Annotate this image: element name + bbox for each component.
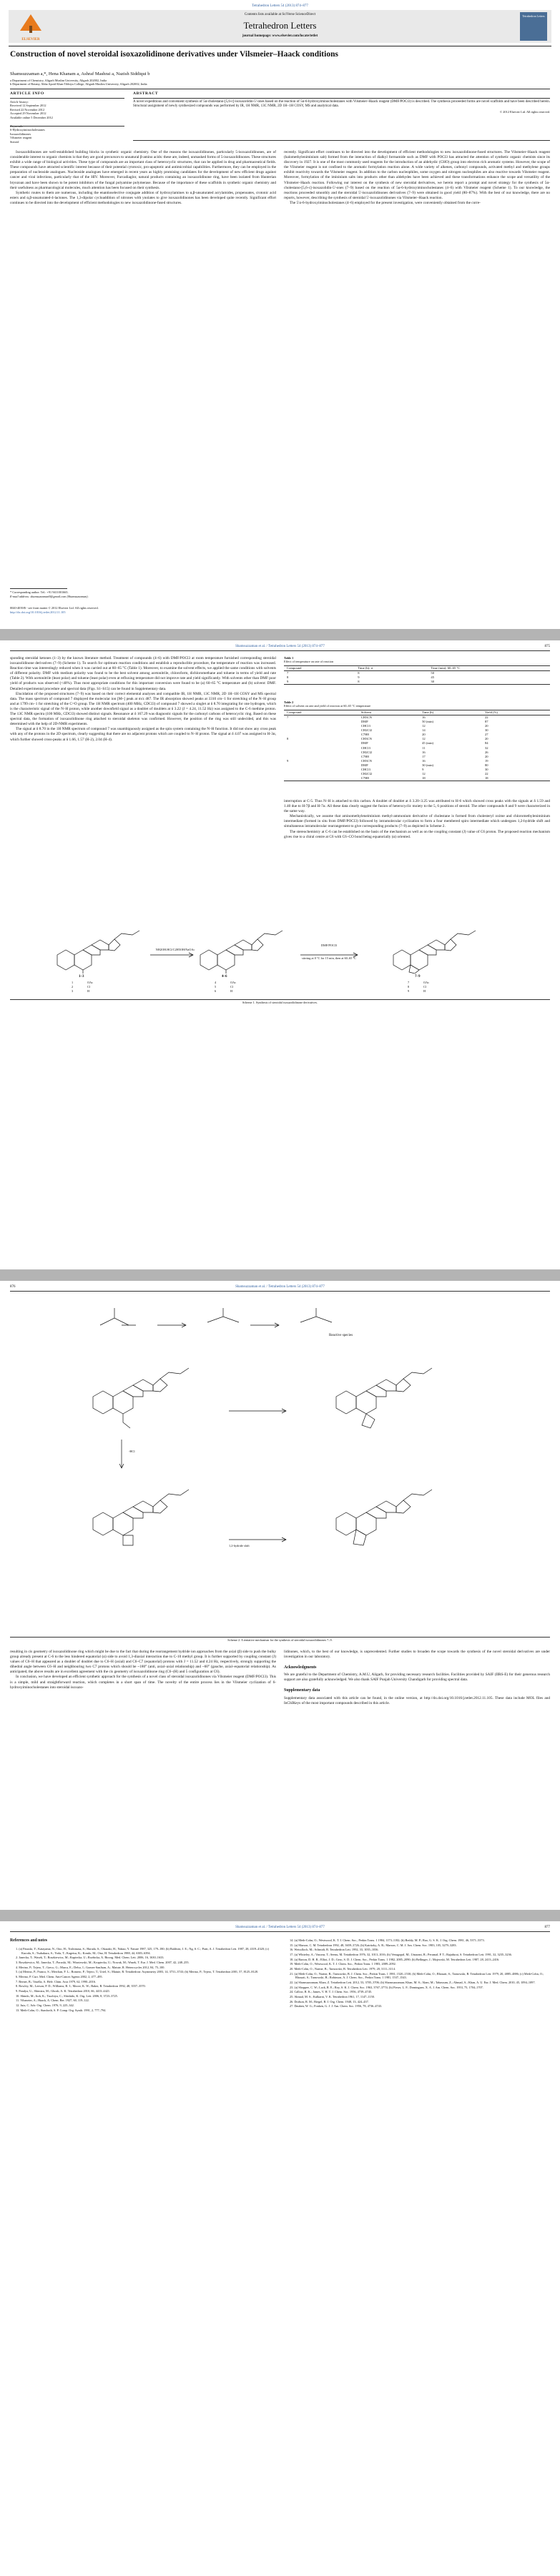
column-header: Compound [287,710,302,714]
hcl-label: -HCl [129,1450,135,1453]
reactive-species-label: Reactive species [329,1334,353,1337]
supplementary-heading: Supplementary data [284,1688,320,1693]
paragraph: We are grateful to the Department of Chemistry, A.M.U, Aligarh, for providing necessary research facilities. Facilities provided by SAIF (IIRS-E) for their generous research support are also gratefully acknowledged. We also thank SAIF Punjab University Chandigarh for providing spectral data. [284,1673,550,1683]
reference-item: 19. Meth-Cohn, O.; Westwood, K. T. J. Chem. Soc., Perkin Trans. 1 1983, 2089–2092. [290,1962,396,1966]
arrow [229,1409,286,1413]
table-cell: CH3CN [360,758,372,763]
intermediate-structure [207,1308,239,1322]
table-cell: 22 [484,715,488,719]
affiliations: a Department of Chemistry, Aligarh Muslim University, Aligarh 202002, India b Department of Botany, Abha Apoid Khan Tibbiya College, Aligarh Muslim University, Aligarh 202002, India [10,79,147,86]
reference-item: 23. (a) Shoppee, C. W.; Lack, R. E.; Roy, S. K. J. Chem. Soc. 1963, 3767–3774; (b) Fieser, L. F.; Dominguez, X. A. J. Am. Chem. Soc. 1953, 75, 1704–1707. [290,1985,483,1989]
substituent-cell: H [87,989,90,993]
right-column [284,799,550,840]
table-caption: Table 1 [284,656,294,660]
table-cell: 11 [422,745,426,750]
table-cell: 16 [422,715,426,719]
table-cell: 30 [484,728,488,733]
left-column [10,656,276,743]
table-cell: DMF [360,763,368,767]
divider [10,999,550,1000]
table-cell: 12 [422,737,426,741]
contents-line: Contents lists available at SciVerse ScienceDirect [244,13,316,16]
table-cell: 87 [484,720,488,723]
journal-homepage[interactable]: journal homepage: www.elsevier.com/locate/tetlet [242,34,318,38]
page-number: 877 [544,1926,550,1929]
table-cell: CH3CN [360,737,372,741]
table-cell: 22 [484,772,488,776]
paragraph: The 5′α-6-hydroxyiminocholestanes (4–6) employed for the present investigation, were conveniently obtained from the corre- [290,200,481,205]
condition-3: stirring at 0 °C for 15 min, then at 60–65 °C [302,956,356,960]
running-head: Shamsuzzaman et al. / Tetrahedron Letters 54 (2013) 874–877 [235,1285,325,1289]
history-item: Revised 22 November 2012 [10,107,45,112]
table-cell: 50 (min) [422,720,434,723]
table-cell: 45 (min) [422,741,434,745]
table-cell: C7H8 [360,733,369,737]
reference-item: 20. Meth-Cohn, O.; Narine, B.; Tarnowski, B. Tetrahedron Lett. 1979, 20, 3111–3114. [290,1967,396,1971]
acknowledgments-heading: Acknowledgments [284,1665,317,1670]
substituent-cell: 1 [72,981,74,984]
reference-item: 13. Meth-Cohn, O.; Stanforth, S. P. Comp. Org. Synth. 1991, 2, 777–794. [16,2008,107,2012]
table-cell: 27 [484,733,488,737]
substituent-cell: H [423,989,426,993]
arrow [229,1537,286,1542]
hydride-shift-label: 1,2-hydride shift [229,1544,250,1547]
substituent-cell: Cl [423,985,427,989]
table-cell: 26 [484,750,488,754]
intro-left-column [10,150,276,206]
column-header: Compound [287,665,302,670]
substituent-cell: 2 [72,985,74,989]
table-cell: 14 [422,728,426,733]
steroid-oxime-intermediate [93,1368,189,1428]
substituent-cell: 9 [408,989,410,993]
table-2 [284,700,550,781]
table-cell: DMF [360,741,368,745]
substituent-cell: 6 [215,989,217,993]
reference-item: 8. Rowley, M.; Leeson, P. D.; Williams, B. J.; Moore, K. W.; Baker, R. Tetrahedron 1992, 48, 3557–3570. [16,1984,146,1988]
divider [10,1931,550,1932]
table-cell: 84 [484,741,488,745]
substituent-cell: Cl [230,985,234,989]
arrow [157,1323,186,1327]
reference-item: 24. Callow, R. K.; James, V. H. T. J. Chem. Soc. 1956, 4739–4745. [290,1990,373,1994]
steroid-skeleton-2 [200,931,283,974]
reference-item: 11. Vilsmeier, A.; Haack, A. Chem. Ber. 1927, 60, 119–122. [16,1998,89,2003]
reference-item: 15. (a) Marson, C. M. Tetrahedron 1992, 48, 3659–3726; (b) Katritzky, A. R.; Marson, C. M. J. Am. Chem. Soc. 1983, 105, 3279–3283. [290,1943,457,1947]
running-head: Shamsuzzaman et al. / Tetrahedron Letters 54 (2013) 874–877 [235,1926,325,1929]
table-cell: 9 [287,758,289,763]
reference-item: 26. Dodson, R. M.; Riegel, B. J. Org. Chem. 1948, 13, 424–437. [290,1999,369,2003]
journal-banner [9,10,551,43]
journal-cover: Tetrahedron Letters [520,12,547,41]
reference-item: 14. (a) Meth-Cohn, O.; Westwood, K. T. J. Chem. Soc., Perkin Trans. 1 1984, 1173–1182; (b) Reddy, M. P.; Rao, G. S. K. J. Org. Chem. 1981, 46, 5371–5373. [290,1938,485,1942]
footer-doi-link[interactable]: http://dx.doi.org/10.1016/j.tetlet.2012.11.105 [10,610,66,614]
paragraph: lidinones, which, to the best of our knowledge, is unprecedented. Further studies to broaden the scope towards the synthesis of the novel steroidal derivatives are under investigation in our laboratory. [284,1650,550,1660]
article-info [10,91,124,144]
table-title: Effect of temperature on rate of reaction [284,660,334,664]
reference-item: 10. Shindo, M.; Itoh, K.; Tsuchiya, C.; Shishido, K. Org. Lett. 2006, 8, 3723–3725. [16,1993,118,1998]
abstract-text: A novel expeditious and convenient synthesis of 5α-cholestano-[5,6-c]-isoxazolidin-5′-ones based on the reaction of 5α-6-hydroxyiminocholestanes with Vilsmeier–Haack reagent (DMF/POCl3) is described. The synthesis proceeded forms are novel scaffolds and have been described herein. Structural assignment of newly synthesized compounds was performed by IR, 1H NMR, 13C NMR, 2D 1H–1H COSY, MS and analytical data. [133,100,550,109]
steroid-intermediate-2 [336,1368,432,1428]
substituent-cell: OAc [230,981,237,984]
table-cell: 16 [422,750,426,754]
footnote-email: E-mail address: shamsuzzaman9@gmail.com (Shamsuzzaman). [10,595,89,598]
paragraph: The signal at δ 8.70 in the 1H NMR spectrum of compound 7 was unambiguously assigned as the spin system containing the N–H function. It did not show any cross peak with any of the protons in the 2D spectrum, clearly suggesting that there are no adjacent protons which are coupled to N–H proton. The signal at δ 4.07 was assigned to H-3α, which further showed cross-peaks at δ 1.66, 1.57 (H-2), 2.04 (H-4). [10,727,276,742]
keyword: Isoxazolidinones [10,132,31,136]
paragraph: In conclusion, we have developed an efficient synthetic approach for the synthesis of a novel class of steroidal isoxazolidinones via Vilsmeier reagent (DMF/POCl3). This is a simple, mild and straightforward reaction, which completes in a short span of time. The novelty of the entire process lies in the Vilsmeier cyclization of 6-hydroxyiminocholestanes into steroidal isoxazo- [10,1675,276,1690]
keyword: 6-Hydroxyiminocholestanes [10,128,45,132]
paragraph: Mechanistically, we assume that aminomethyleneiminium methyl-ammonium derivative of cholestane is formed from cholesteryl oxime and chloromethyleniminium intermediate (formed in situ from DMF/POCl3) followed by intramolecular cyclization to form a four membered spiro intermediate which undergoes 1,2-hydride shift and simultaneous intramolecular rearrangement to give corresponding products (7–9) as depicted in Scheme 2. [284,814,550,829]
article-info-heading: ARTICLE INFO [10,91,44,96]
table-cell: 18 [484,776,488,781]
left-column [10,1650,276,1690]
paragraph: Synthetic routes to them are numerous, including the enantioselective conjugate addition of hydroxylamines to α,β-unsaturated acrylamides, propenoates, crotonic acid esters and α,β-unsaturated-4-lactones. The 1,3-dipolar cycloaddition of nitrones with ynolates to give isoxazolidinones has been developed quite recently. Significant effort continues to be directed into the development of efficient methodologies to new isoxazolidinone-fused structures. [10,190,276,205]
reference-item: 5. (a) Merino, P.; Franco, S.; Merchan, F. L.; Romero, P.; Tejero, T.; Uriel, S.; Matute, R. Tetrahedron: Asymmetry 2003, 14, 3731–3743; (b) Merino, P.; Tejero, T. Tetrahedron 2001, 57, 8125–8128. [16,1970,259,1974]
divider [133,140,550,141]
reference-item: 6. Merino, P. Curr. Med. Chem. Anti-Cancer Agents 2002, 2, 477–495. [16,1974,103,1978]
table-cell: 20 [484,754,488,758]
elsevier-logo: ELSEVIER [13,13,49,40]
reference-item: 21. (a) Meth-Cohn, O.; Narine, B.; Tarnowski, B. J. Chem. Soc., Perkin Trans. 1 1981, 1520–1530; (b) Meth-Cohn, O.; Rhouati, S.; Tarnowski, B. Tetrahedron Lett. 1979, 20, 4885–4886; (c) Meth-Cohn, O.; Rhouati, S.; Tarnowski, B.; Robinson, A. J. Chem. Soc., Perkin Trans. 1 1981, 1537–1543. [290,1971,544,1980]
column-header: Time (min): 60–65 °C [431,665,461,670]
table-cell: 20 [484,724,488,728]
keywords-heading: Keywords: [10,124,24,129]
table-row [284,776,550,781]
steroid-skeleton-1 [57,931,139,974]
keyword: Steroid [10,139,19,144]
scheme-1-structures [43,912,529,974]
column-header: Time (h) [422,710,434,714]
column-header: Solvent [360,710,371,714]
reaction-arrow-1 [150,953,193,957]
reference-item: 22. (a) Shamsuzzaman; Khan, Z. Tetrahedron Lett. 2012, 53, 3705–3706; (b) Shamsuzzaman; Khan, M. S.; Alam, M.; Tabassum, Z.; Ahmad, A.; Khan, A. U. Eur. J. Med. Chem. 2010, 45, 1094–1097. [290,1981,536,1984]
footer-issn: 0040-4039/$ - see front matter © 2012 Elsevier Ltd. All rights reserved. [10,606,99,610]
table-cell: 30 (min) [422,763,434,767]
intro-right-column [284,150,550,206]
keyword: Vilsmeier reagent [10,136,32,140]
substituent-cell: Cl [87,985,91,989]
authors: Shamsuzzaman a,*, Hena Khanam a, Ashraf Mashrai a, Nazish Siddiqui b [10,71,150,76]
copyright: © 2012 Elsevier Ltd. All rights reserved. [499,110,550,114]
page-874 [0,0,560,629]
table-caption: Table 2 [284,700,294,704]
abstract-heading: ABSTRACT [133,91,159,96]
table-cell: 9 [422,768,424,772]
substituent-cell: 4 [215,981,217,984]
table-cell: 17 [422,754,426,758]
paragraph: Supplementary data associated with this article can be found, in the online version, at http://dx.doi.org/10.1016/j.tetlet.2012.11.105. These data include MOL files and InChIKeys of the most important compounds described in this article. [284,1695,550,1705]
table-cell: CH2Cl2 [360,750,373,754]
scheme-1: NH2OH.HCl/C2H5OH/NaOAc DMF/POCl3 stirring at 0 °C for 15 min, then at 60–65 °C 1–3 4–6 7–9 1 OAc 4 OAc 7 OAc 2 Cl 5 Cl 8 Cl 3 H 6 H 9 H [43,912,529,996]
table-1-grid [284,665,550,685]
reference-item: 9. Pandya, U.; Shimizu, M.; Ghosh, A. K. Tetrahedron 2010, 66, 4413–4421. [16,1989,111,1993]
table-cell: CHCl3 [360,768,370,772]
table-row: 9 8 30 [284,680,550,685]
table-row: 7 8 50 [287,670,434,675]
history-item: Received 12 September 2012 [10,104,46,108]
table-cell: CH3CN [360,715,372,719]
reference-item: 16. Weissfloch, M.; Schmidt, R. Tetrahedron Lett. 1992, 33, 1035–1036. [290,1948,379,1952]
table-cell: CHCl3 [360,745,370,750]
table-1 [284,656,550,685]
table-cell: 19 [484,758,488,763]
article-title: Construction of novel steroidal isoxazolidinone derivatives under Vilsmeier–Haack conditions [10,50,338,59]
table-cell: 16 [422,758,426,763]
table-cell: 32 [484,745,488,750]
paragraph: Elucidation of the proposed structures (7–9) was based on their correct elemental analyses and compatible IR, 1H NMR, 13C NMR, 2D 1H–1H COSY and MS spectral data. The mass spectrum of compound 7 displayed the molecular ion [M+] peak at m/z 487. The IR absorption showed peaks at 3310 cm−1 for stretching of the N–H group and at 1799 cm−1 for stretching of the C=O group. The 1H NMR spectrum (400 MHz, CDCl3) of compound 7 showed a singlet at δ 8.70 integrating for one hydrogen, which is the characteristic signal of the N–H proton, while another downfield signal as a doublet of doublets at δ 3.22 (J = 4.24, 11.52 Hz) was assigned to the C-6 methine proton. The 13C NMR spectra (100 MHz, CDCl3) showed distinct signals. Resonance at δ 167.29 was diagnostic signals for the carbonyl carbons of heterocyclic ring. Based on these spectral data, the formation of isoxazolidinone ring attached to steroidal skeleton was confirmed. However, the position of the ring was still undecided, and this was determined with the help of 2D-NMR experiments. [10,691,276,727]
paragraph: interruption at C-5. Thus N–H is attached to this carbon. A doublet of doublet at δ 3.20–3.25 was attributed to H-6 which showed cross peaks with the signals at δ 1.59 and 1.40 due to H-7β and H-7α. All these data clearly suggest the fusion of heterocyclic moiety to the 5, 6 positions of steroid. The other compounds 8 and 9 were characterized in the same way. [284,799,550,814]
reference-item: 18. (a) Barton, D. H. R.; Elliot, J. D.; Gero, S. D. J. Chem. Soc., Perkin Trans. 1 1982, 2085–2090; (b) Bellinger, J.; Majewski, M. Tetrahedron Lett. 1987, 28, 2413–2416. [290,1957,500,1961]
page-number: 875 [544,645,550,648]
table-cell: 80 [484,763,488,767]
condition-1: NH2OH.HCl/C2H5OH/NaOAc [155,948,195,951]
divider [10,1291,550,1292]
arrow [250,1323,279,1327]
product-structure [336,1490,432,1545]
running-head: Shamsuzzaman et al. / Tetrahedron Letters 54 (2013) 874–877 [235,645,325,648]
arrow [119,1440,124,1468]
table-cell: 12 [422,724,426,728]
paragraph: The stereochemistry at C-6 can be established on the basis of the mechanism as well as on the coupling constant (J) value of C6 proton. The proposed reaction mechanism gives rise to a chiral centre at C6 with C6–CO bond being equatorially (α) oriented. [284,829,550,839]
scheme-2-caption: Scheme 2. A tentative mechanism for the synthesis of steroidal isoxazolidinones 7–9. [227,1638,333,1642]
history-heading: Article history: [10,100,29,104]
reference-item: 1. (a) Pasuski, Y.; Katayama, N.; Ono, H.; Toshimasa, S.; Harada, S.; Okazaki, H.; Nakao, Y. Nature 1987, 325, 179–180; (b) Baldwin, J. E.; Ng, S. C.; Pratt, A. J. Tetrahedron Lett. 1987, 28, 4319–4320; (c) Kuroda, S.; Tsubakura, S.; Yoda, T.; Kagetsu, K.; Kondo, M.; Ono, H. Tetrahedron 1988, 44, 6383–6394. [16,1947,269,1955]
steroid-skeleton-3 [393,931,476,974]
paragraph: recently. Significant effort continues to be directed into the development of efficient methodologies to new isoxazolidinone-fused structures. The Vilsmeier–Haack reagent (halomethyleniminium salt) formed from the interaction of dialkyl formamide such as DMF with POCl3 has attracted the attention of synthetic organic chemists since its discovery in 1927. It is one of the most commonly used reagents for the introduction of an aldehydic (CHO) group into electron rich aromatic systems. However, the scope of the Vilsmeier reagent is not confined to the aromatic formylation reaction alone. A wide variety of alkenes, carbonyl compounds, activated methyl and methylene groups exhibit reactivity towards the Vilsmeier reagent. In addition to the carbon nucleophiles, some oxygen and nitrogen nucleophiles are also reactive towards Vilsmeier reagent. Moreover, formylation of the imininium salts into products other than aldehydes have been achieved and these transformations enhance the scope and versatility of the Vilsmeier–Haack reaction. Following our interest on the synthesis of new steroidal derivatives, we herein report a prompt and novel strategy for the synthesis of 5α-cholestano-[5,6-c]-isoxazolidin-5′-ones (7–9) based on the reaction of 5α-6-hydroxyiminocholestanes (4–6) with Vilsmeier reagent (Scheme 1). To our knowledge, the reactions proceeded smoothly and the steroidal 5′-isoxazolidinones derivatives (7–9) were obtained in good yield (80–87%). With the best of our knowledge, there are no reports, however, describing the synthesis of steroidal 5′-isoxazolidinones via Vilsmeier–Haack reaction. [284,150,550,200]
paragraph: Isoxazolidinones are well-established building blocks in synthetic organic chemistry. One of the reasons the isoxazolidinones, particularly 5-isoxazolidinones, are of considerable interest to organic chemists is that they are good precursors to unnatural β-amino acids: these are, indeed, unmasked forms of 5-isoxazolidinones. These structures exhibit a wide range of biological activities. These type of compounds are an important class of heterocyclic structures, that can be applied in drug and pharmaceutical fields. These compounds have attracted scientific interest because of their potential cytotoxic, pro-apoptotic and antimicrobial capabilities. Furthermore, they can be employed in the preparation of nucleoside analogues. Nucleoside analogues have emerged in recent years as highly promising candidates for the development of new efficient drugs against cancer and viral infections, particularly that of the HIV. Moreover, Furcadiaglor, natural products containing an isoxazolidinone ring, have been isolated from Hunterian bryozoan and have been shown to be potent inhibitors of the fungal polyamine polymerase. Because of the importance of these scaffolds in synthetic organic chemistry and their usefulness as pharmacological molecules, much attention has been focused on their synthesis. [10,150,276,190]
page-number: 876 [10,1285,16,1289]
scheme-2-mechanism [14,1297,544,1633]
references-left-column [16,1947,276,2013]
table-cell: 30 [484,768,488,772]
running-head: Tetrahedron Letters 54 (2013) 874–877 [252,4,308,8]
table-cell: C7H8 [360,754,369,758]
table-cell: 7 [287,715,289,719]
table-cell: CH2Cl2 [360,772,373,776]
paragraph: resulting in cis geometry of isoxazolidinone ring which might be due to the fact that during the rearrangement hydride ion approaches from the axial (β) side to push the bulky group already present at C-6 to the less hindered equatorial (α) side to avoid 1,3-diaxial interaction due to C-10 methyl group. It is further supported by coupling constant (J) values of C6–H that appeared as a doublet of doublet due to C6–H (axial) and C6–C7 (equatorial) protons with J = 11.52 and 4.24 Hz, respectively, strongly supporting the dihedral angle between C6–H and neighbouring two C7 protons which should be ~180° (anti, axial–axial relationship) and ~60° (gauche, axial–equatorial relationship). As anticipated, the above results are in excellent agreement with the cis geometry of isoxazolidinone ring (C6–(H) and 5 configuration at C6). [10,1650,276,1675]
table-cell: 18 [422,776,426,781]
reference-item: 25. Ahmad, M. S.; Kulkarni, V. K. Tetrahedron 1961, 17, 1147–1150. [290,1995,375,1999]
column-header: Yield (%) [484,710,498,714]
table-title: Effect of solvent on rate and yield of reaction at 60–65 °C temperature [284,704,371,708]
reference-item: 12. Jutz, C. Adv. Org. Chem. 1976, 9, 225–342. [16,2003,74,2008]
table-cell: 12 [422,772,426,776]
table-cell: 20 [484,737,488,741]
reference-item: 2. Janecka, T.; Wasek, T.; Roszkiewicz, M.; Kupiecka, U.; Rozbicka, A. Bioorg. Med. Chem. Lett. 2006, 16, 1630–1633. [16,1956,164,1960]
table-cell: DMF [360,720,368,723]
table-cell: CH2Cl2 [360,728,373,733]
journal-title: Tetrahedron Letters [243,20,317,31]
table-row [284,715,550,720]
paragraph: sponding steroidal ketones (1–3) by the known literature method. Treatment of compounds (4–6) with DMF/POCl3 at room temperature furnished corresponding steroidal isoxazolidinone derivatives (7–9) (Scheme 1). To search for optimum reaction conditions and establish a reproducible procedure, the temperature of reaction was increased. Reaction time was interestingly reduced when it was carried out at 60–65 °C (Table 1). Moreover, to examine the solvent effects, we applied the same conditions with solvents of different polarity. DMF with medium polarity was found to be the best solvent among acetonitrile, chloroform, dichloromethane and toluene in terms of yield and rate (Table 2). With acetonitrile (least polar) and toluene (least polar) even at refluxing temperature did not improve rate and yield significantly. With solvents other than DMF poor yield of products was observed (<40%). Thus most appropriate conditions for this important conversion were found to be (a) 60–65 °C temperature and (b) solvent: DMF. Detailed experimental procedure and spectral data (Figs. S1–S15) can be found in Supplementary data. [10,656,276,691]
abstract [133,91,550,114]
history-item: Accepted 29 November 2012 [10,112,46,116]
page-876 [0,1281,560,1910]
footnote-rule [10,588,67,589]
reference-item: 7. Bernet, B.; Vasella, A. Helv. Chim. Acta 1979, 62, 1990–2016. [16,1979,97,1983]
substituent-cell: 8 [408,985,410,989]
table-2-grid [284,710,550,782]
column-header: Time (h): rt [358,665,373,670]
reactive-species-structure [300,1308,332,1322]
reference-item: 17. (a) Whiteley, A.; Vasseur, T.; Seenu, M. Tetrahedron 1976, 32, 1013–1016; (b) Venugopal, M.; Umarani, R.; Perumal, P. T.; Rajadurai, S. Tetrahedron Lett. 1991, 32, 3235–3236. [290,1953,512,1957]
divider [10,1637,550,1638]
right-column [284,1650,550,1706]
substituent-cell: 7 [408,981,410,984]
page-875 [0,640,560,1269]
table-cell: CHCl3 [360,724,370,728]
page-877 [0,1921,560,2576]
reference-item: 27. Dauben, W. G.; Fonken, G. J. J. Am. Chem. Soc. 1956, 78, 4736–4743. [290,2004,383,2008]
reference-item: 3. Roszkiewicz, M.; Janecka, T.; Pacuski, M.; Wisniewski, M.; Krupiecka, U.; Nowak, M.; Wasek, T. Eur. J. Med. Chem. 2007, 42, 248–255. [16,1960,190,1964]
condition-2: DMF/POCl3 [320,943,338,947]
references-right-column [290,1938,550,2009]
spiro-intermediate [93,1490,189,1545]
history-item: Available online 5 December 2012 [10,115,53,119]
footnote-corresponding: * Corresponding author. Tel.: +91 9411001665. [10,590,69,594]
references-heading: References and notes [10,1938,48,1943]
table-cell: 8 [287,737,289,741]
substituent-cell: 3 [72,989,74,993]
reference-item: 4. Merino, P.; Tejero, T.; Greco, G.; Marca, E.; Delso, I.; Gomez-SanJuan, A.; Matute, R. Heterocycles 2012, 84, 75–100. [16,1965,165,1969]
substituent-cell: OAc [87,981,94,984]
dmf-structure [100,1308,136,1325]
scheme-1-caption: Scheme 1. Synthesis of steroidal isoxazolidinone derivatives. [242,1001,318,1004]
table-cell: 20 [422,733,426,737]
substituent-cell: 5 [215,985,217,989]
table-row: 8 9 45 [287,675,434,679]
substituent-cell: H [230,989,233,993]
table-cell: C7H8 [360,776,369,781]
scheme-2 [14,1297,544,1633]
substituent-cell: OAc [423,981,430,984]
divider [10,650,550,651]
table-cell [284,776,358,781]
